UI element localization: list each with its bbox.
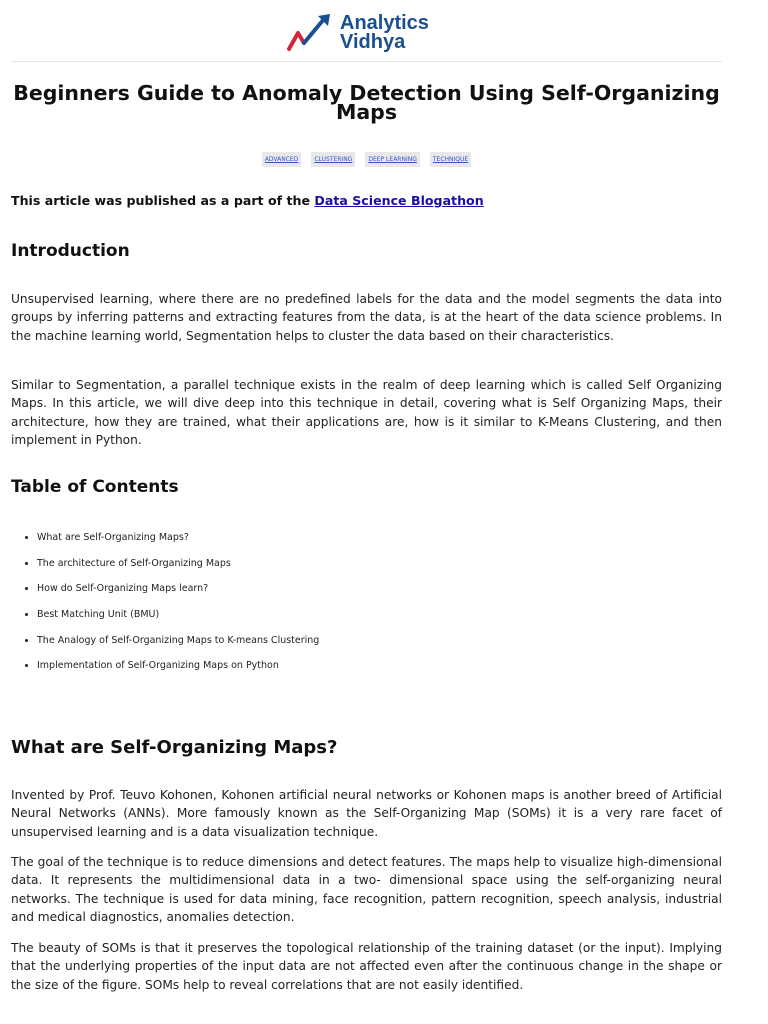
toc-item[interactable]: • Best Matching Unit (BMU) xyxy=(37,608,319,634)
toc-heading: Table of Contents xyxy=(11,477,179,497)
som-paragraph-2: The goal of the technique is to reduce dimensions and detect features. The maps help to visualize high-dimensional data. It represents the multidimensional data in a two- dimensional space using the self-organizing neural networks. The technique is used for data mining, face recognition, pattern recognition, speech analysis, industrial and medical diagnostics, anomalies detection. xyxy=(11,855,722,924)
logo-line-2: Vidhya xyxy=(340,31,406,53)
tag-advanced[interactable]: ADVANCED xyxy=(262,152,302,167)
article-title: Beginners Guide to Anomaly Detection Using Self-Organizing Maps xyxy=(13,81,720,124)
logo-chart-icon xyxy=(286,11,336,55)
analytics-vidhya-logo[interactable] xyxy=(286,8,476,58)
tag-list xyxy=(11,152,722,167)
logo-wordmark xyxy=(340,14,429,52)
introduction-heading: Introduction xyxy=(11,241,130,261)
header-divider xyxy=(11,61,722,62)
toc-item[interactable]: • What are Self-Organizing Maps? xyxy=(37,531,319,557)
blogathon-link[interactable]: Data Science Blogathon xyxy=(314,193,484,208)
table-of-contents xyxy=(11,531,319,685)
toc-item[interactable]: • How do Self-Organizing Maps learn? xyxy=(37,582,319,608)
toc-item[interactable]: • The architecture of Self-Organizing Maps xyxy=(37,557,319,583)
byline-text: This article was published as a part of the xyxy=(11,193,315,208)
logo-line-1: Analytics xyxy=(340,12,429,34)
toc-item[interactable]: • Implementation of Self-Organizing Maps on Python xyxy=(37,659,319,685)
som-section-heading: What are Self-Organizing Maps? xyxy=(11,737,338,758)
intro-paragraph-2: Similar to Segmentation, a parallel technique exists in the realm of deep learning which is called Self Organizing Maps. In this article, we will dive deep into this technique in detail, covering what is Self Organizing Maps, their architecture, how they are trained, what their applications are, how is it similar to K-Means Clustering, and then implement in Python. xyxy=(11,378,722,447)
tag-technique[interactable]: TECHNIQUE xyxy=(430,152,471,167)
som-paragraph-3: The beauty of SOMs is that it preserves the topological relationship of the training dataset (or the input). Implying that the underlying properties of the input data are not affected even after the continuous change in the shape or the size of the figure. SOMs help to reveal correlations that are not easily identified. xyxy=(11,941,722,992)
intro-paragraph-1: Unsupervised learning, where there are no predefined labels for the data and the model segments the data into groups by inferring patterns and extracting features from the data, is at the heart of the data science problems. In the machine learning world, Segmentation helps to cluster the data based on their characteristics. xyxy=(11,292,722,343)
tag-deep-learning[interactable]: DEEP LEARNING xyxy=(365,152,420,167)
tag-clustering[interactable]: CLUSTERING xyxy=(311,152,355,167)
som-paragraph-1: Invented by Prof. Teuvo Kohonen, Kohonen artificial neural networks or Kohonen maps is another breed of Artificial Neural Networks (ANNs). More famously known as the Self-Organizing Map (SOMs) it is a very rare facet of unsupervised learning and is a data visualization technique. xyxy=(11,788,722,839)
blogathon-byline xyxy=(11,193,484,208)
toc-item[interactable]: • The Analogy of Self-Organizing Maps to K-means Clustering xyxy=(37,634,319,660)
